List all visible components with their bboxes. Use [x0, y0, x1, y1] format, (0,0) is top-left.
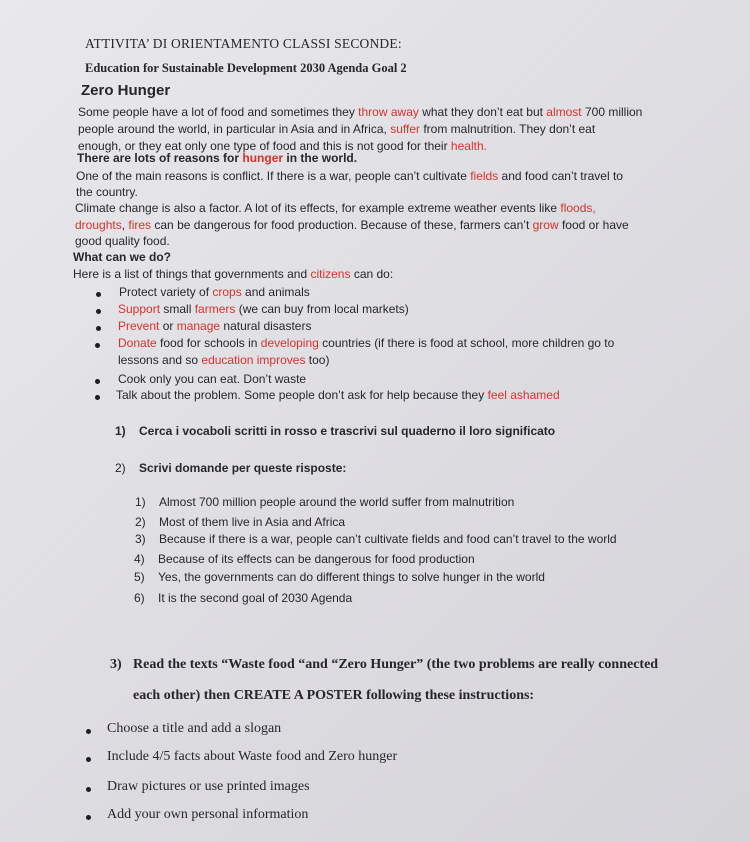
keyword-red: farmers: [194, 302, 236, 316]
keyword-red: almost: [546, 105, 582, 119]
text-run: small: [160, 302, 195, 316]
answer-number: 6): [134, 591, 145, 605]
paragraph-malnutrition: [78, 104, 718, 155]
list-item-text: [116, 388, 560, 402]
text-run: what they don’t eat but: [418, 105, 547, 119]
keyword-red: Support: [118, 302, 161, 316]
paragraph-line: [75, 233, 629, 250]
list-item-text: [118, 372, 306, 386]
task-text: Cerca i vocaboli scritti in rosso e trascrivi sul quaderno il loro significato: [139, 424, 556, 438]
list-item-text: Add your own personal information: [107, 807, 309, 822]
answer-text: Yes, the governments can do different things to solve hunger in the world: [158, 570, 545, 584]
bullet-icon: [86, 815, 91, 820]
keyword-red: suffer: [390, 122, 420, 136]
bullet-icon: [95, 395, 100, 400]
header-line-2: Education for Sustainable Development 2030 Agenda Goal 2: [85, 61, 407, 75]
text-run: from malnutrition. They don’t eat: [419, 122, 596, 136]
text-run: lessons and so: [118, 353, 202, 367]
text-run: countries (if there is food at school, more children go to: [318, 336, 615, 350]
answer-item: [135, 495, 514, 509]
keyword-red: hunger: [242, 151, 284, 165]
task-2: [115, 461, 346, 475]
task-number: 2): [115, 461, 126, 475]
text-run: Climate change is also a factor. A lot of its effects, for example extreme weather events like: [75, 201, 561, 215]
keyword-red: Prevent: [118, 319, 160, 333]
list-item-text: [118, 336, 614, 350]
text-run: people around the world, in particular in Asia and in Africa,: [78, 122, 391, 136]
keyword-red: citizens: [310, 267, 351, 281]
answer-text: Because if there is a war, people can’t cultivate fields and food can’t travel to the world: [159, 532, 617, 546]
text-run: 700 million: [581, 105, 643, 119]
answer-number: 3): [135, 532, 146, 546]
paragraph-line: [78, 104, 718, 121]
text-run: can do:: [350, 267, 394, 281]
keyword-red: grow: [532, 217, 559, 232]
keyword-red: droughts: [75, 217, 122, 232]
task-number: 1): [115, 424, 126, 438]
text-run: or: [159, 319, 177, 333]
header-line-1: ATTIVITA’ DI ORIENTAMENTO CLASSI SECONDE:: [85, 36, 402, 51]
text-run: natural disasters: [220, 319, 312, 333]
answer-item: [135, 515, 345, 529]
answer-number: 1): [135, 495, 146, 509]
answer-number: 5): [134, 570, 145, 584]
text-run: the country.: [76, 185, 138, 199]
answer-number: 4): [134, 552, 145, 566]
answer-text: Most of them live in Asia and Africa: [159, 515, 346, 529]
answer-item: [135, 532, 617, 546]
list-intro: [73, 267, 393, 281]
text-run: ,: [121, 217, 129, 232]
bullet-icon: [86, 757, 91, 762]
paragraph-conflict: [76, 168, 623, 200]
answer-item: [134, 570, 545, 584]
text-run: can be dangerous for food production. Because of these, farmers can’t: [151, 217, 533, 232]
text-run: too): [305, 353, 330, 367]
keyword-red: developing: [260, 336, 319, 350]
paragraph-line: [76, 168, 623, 184]
keyword-red: fires: [128, 217, 152, 232]
task-number: 3): [110, 657, 122, 672]
answer-number: 2): [135, 515, 146, 529]
answer-item: [134, 591, 352, 605]
task-text: Scrivi domande per queste risposte:: [139, 461, 347, 475]
text-run: food for schools in: [156, 336, 261, 350]
paragraph-line: [75, 200, 629, 217]
text-run: Cook only you can eat. Don’t waste: [118, 372, 307, 386]
bullet-icon: [95, 343, 100, 348]
keyword-red: floods,: [560, 201, 596, 215]
text-run: There are lots of reasons for: [77, 151, 243, 165]
list-item-text: [119, 285, 310, 299]
task-3: [110, 657, 658, 673]
task-text: Read the texts “Waste food “and “Zero Hunger” (the two problems are really connected: [133, 657, 659, 672]
list-item-text: Choose a title and add a slogan: [107, 721, 282, 736]
bullet-icon: [96, 292, 101, 297]
keyword-red: feel ashamed: [487, 388, 560, 402]
bullet-icon: [96, 326, 101, 331]
task-1: [115, 424, 555, 438]
list-item-text: [118, 302, 409, 316]
task-3-continued: each other) then CREATE A POSTER following these instructions:: [133, 688, 535, 703]
keyword-red: health.: [450, 139, 487, 153]
answer-text: Because of its effects can be dangerous for food production: [158, 552, 475, 566]
text-run: enough, or they eat only one type of food and this is not good for their: [78, 139, 451, 153]
answer-text: It is the second goal of 2030 Agenda: [158, 591, 353, 605]
list-item-text: [118, 319, 311, 333]
bullet-icon: [86, 787, 91, 792]
answer-text: Almost 700 million people around the world suffer from malnutrition: [159, 495, 515, 509]
bullet-icon: [95, 379, 100, 384]
text-run: food or have: [558, 217, 629, 232]
keyword-red: Donate: [118, 336, 157, 350]
text-run: good quality food.: [75, 234, 170, 248]
bullet-icon: [96, 309, 101, 314]
text-run: in the world.: [283, 151, 358, 165]
keyword-red: manage: [176, 319, 221, 333]
text-run: Some people have a lot of food and sometimes they: [78, 105, 359, 119]
heading-reasons: [77, 151, 357, 165]
paragraph-line: [78, 121, 718, 138]
keyword-red: fields: [470, 169, 499, 183]
text-run: and food can’t travel to: [498, 169, 623, 183]
text-run: and animals: [241, 285, 310, 299]
paragraph-line: [76, 184, 623, 200]
list-item-text: [118, 353, 329, 367]
heading-what-can-we-do: What can we do?: [73, 250, 172, 264]
list-item-text: Include 4/5 facts about Waste food and Zero hunger: [107, 749, 398, 764]
list-item-text: Draw pictures or use printed images: [107, 779, 310, 794]
keyword-red: throw away: [358, 105, 419, 119]
keyword-red: crops: [212, 285, 242, 299]
bullet-icon: [86, 729, 91, 734]
text-run: One of the main reasons is conflict. If there is a war, people can’t cultivate: [76, 169, 471, 183]
answer-item: [134, 552, 475, 566]
keyword-red: education improves: [201, 353, 306, 367]
text-run: (we can buy from local markets): [235, 302, 409, 316]
text-run: Here is a list of things that governments and: [73, 267, 311, 281]
text-run: Talk about the problem. Some people don’t ask for help because they: [116, 388, 488, 402]
text-run: Protect variety of: [119, 285, 213, 299]
page-title: Zero Hunger: [81, 82, 171, 99]
paragraph-climate: [75, 200, 629, 250]
paragraph-line: [75, 217, 629, 234]
